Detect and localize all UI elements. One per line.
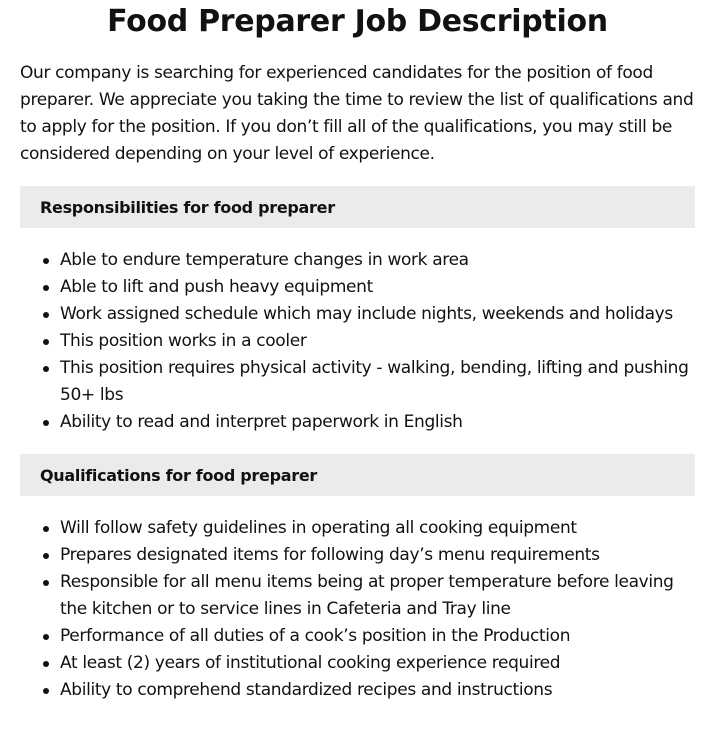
intro-paragraph: Our company is searching for experienced candidates for the position of food preparer. We appreciate you taking the time to review the list of qualifications and to apply for the position. If you don’t fill all of the qualifications, you may still be considered depending on your level of experience. [20, 63, 694, 164]
list-item: Ability to read and interpret paperwork in English [60, 409, 695, 436]
list-item: Able to lift and push heavy equipment [60, 274, 695, 301]
qualifications-heading-label: Qualifications for food preparer [40, 465, 317, 485]
list-item: This position requires physical activity - walking, bending, lifting and pushing 50+ lbs [60, 355, 695, 409]
qualifications-heading [20, 454, 695, 496]
list-item: Performance of all duties of a cook’s position in the Production [60, 623, 695, 650]
list-item: Will follow safety guidelines in operating all cooking equipment [60, 515, 695, 542]
list-item: Able to endure temperature changes in work area [60, 247, 695, 274]
responsibilities-list [20, 247, 695, 436]
list-item: This position works in a cooler [60, 328, 695, 355]
list-item: Responsible for all menu items being at proper temperature before leaving the kitchen or to service lines in Cafeteria and Tray line [60, 569, 695, 623]
responsibilities-heading-label: Responsibilities for food preparer [40, 197, 335, 217]
list-item: Work assigned schedule which may include nights, weekends and holidays [60, 301, 695, 328]
list-item: Prepares designated items for following day’s menu requirements [60, 542, 695, 569]
list-item: At least (2) years of institutional cooking experience required [60, 650, 695, 677]
qualifications-list [20, 515, 695, 704]
responsibilities-heading [20, 186, 695, 228]
list-item: Ability to comprehend standardized recipes and instructions [60, 677, 695, 704]
page-title: Food Preparer Job Description [107, 4, 608, 39]
